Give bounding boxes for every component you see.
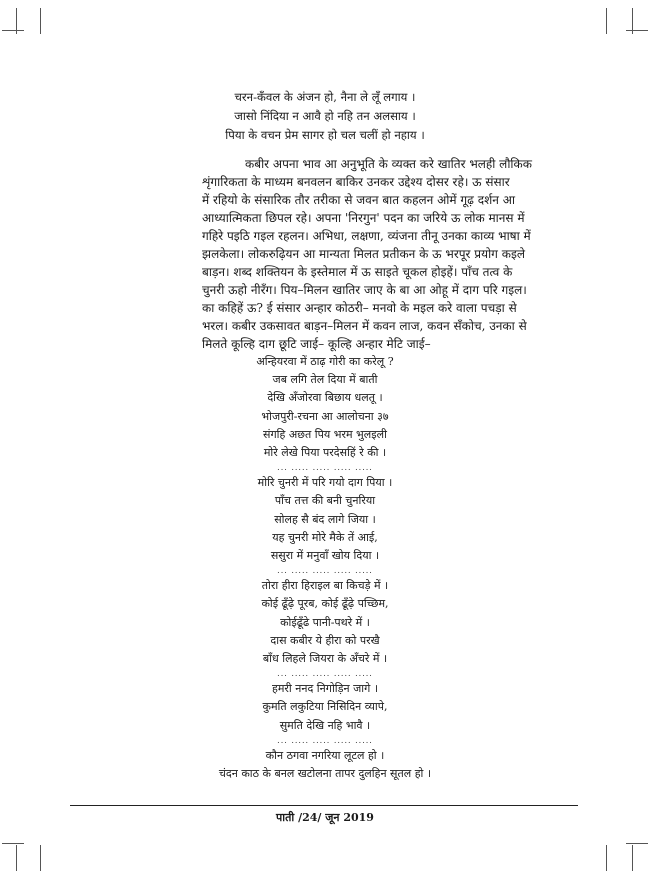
crop-mark	[606, 845, 607, 871]
poem-line: ससुरा में मनुवाँ खोय दिया ।	[270, 549, 380, 563]
poem-stanza	[0, 474, 650, 565]
paragraph-line: का कहिहें ऊ? ई संसार अन्हार कोठरी– मनवो के मइल करे वाला पचड़ा से	[202, 301, 517, 315]
paragraph-line: कबीर अपना भाव आ अनुभूति के व्यक्त करे खातिर भलही लौकिक	[245, 157, 532, 171]
stanza-separator: ... ..... ..... ..... .....	[277, 463, 373, 473]
crop-mark	[626, 843, 648, 844]
poem-line: भोजपुरी-रचना आ आलोचना ३७	[261, 409, 389, 423]
crop-mark	[2, 30, 24, 31]
poem-line: चंदन काठ के बनल खटोलना तापर दुलहिन सूतल हो ।	[218, 767, 432, 781]
poem-stanza	[0, 747, 650, 783]
poem-line: मोरि चुनरी में परि गयो दाग पिया ।	[257, 476, 393, 490]
poem-line: बाँध लिहले जियरा के अँचरे में ।	[262, 652, 388, 666]
verse-line: जासो निंदिया न आवै हो नहि तन अलसाय ।	[234, 109, 416, 123]
poem-line: जब लगि तेल दिया में बाती	[272, 373, 378, 387]
paragraph-line: चुनरी ऊहो नीरँग। पिय–मिलन खातिर जाए के बा आ ओहू में दाग परि गइल।	[202, 283, 527, 297]
poem-block	[0, 353, 650, 783]
poem-line: हमरी ननद निगोड़िन जागे ।	[271, 682, 378, 696]
poem-line: कुमति लकुटिया निसिदिन व्यापे,	[262, 700, 388, 714]
stanza-separator: ... ..... ..... ..... .....	[277, 669, 373, 679]
paragraph-line: गहिरे पइठि गइल रहलन। अभिधा, लक्षणा, व्यंजना तीनू उनका काव्य भाषा में	[202, 229, 531, 243]
poem-line: देखि अँजोरवा बिछाय धलतू ।	[267, 391, 383, 405]
poem-line: पाँच तत्त की बनी चुनरिया	[274, 494, 376, 508]
paragraph-line: शृंगारिकता के माध्यम बनवलन बाकिर उनकर उद्देश्य दोसर रहे। ऊ संसार	[202, 175, 510, 189]
poem-line: कौन ठगवा नगरिया लूटल हो ।	[265, 748, 385, 762]
poem-line: संगहि अछत पिय भरम भुलइली	[263, 427, 387, 441]
poem-stanza	[0, 577, 650, 668]
poem-line: अन्हियरवा में ठाढ़ गोरी का करेलू ?	[256, 355, 394, 368]
crop-mark	[626, 30, 648, 31]
stanza-separator: ... ..... ..... ..... .....	[277, 735, 373, 745]
crop-mark	[40, 8, 41, 34]
crop-mark	[632, 8, 633, 34]
crop-mark	[606, 8, 607, 34]
poem-line: कोई ढूँढ़े पूरब, कोई ढूँढ़े पच्छिम,	[261, 597, 389, 611]
paragraph-line: झलकेला। लोकरुढ़ियन आ मान्यता मिलत प्रतीकन के ऊ भरपूर प्रयोग कइले	[202, 247, 525, 261]
verse-line: चरन-कँवल के अंजन हो, नैना ले लूँ लगाय ।	[234, 90, 416, 104]
poem-line: यह चुनरी मोरे मैके तें आई,	[272, 530, 378, 544]
poem-line: मोरे लेखे पिया परदेसहिं रे की ।	[263, 446, 387, 460]
opening-verse	[0, 88, 650, 145]
crop-mark	[2, 843, 24, 844]
paragraph-line: भरल। कबीर उकसावत बाड़न–मिलन में कवन लाज, कवन सँकोच, उनका से	[202, 319, 527, 333]
stanza-separator: ... ..... ..... ..... .....	[277, 566, 373, 576]
paragraph-line: आध्यात्मिकता छिपल रहे। अपना 'निरगुन' पदन का जरिये ऊ लोक मानस में	[202, 211, 525, 225]
footer-divider	[70, 805, 578, 806]
poem-line: दास कबीर ये हीरा को परखै	[270, 633, 380, 647]
poem-line: सोलह सै बंद लागे जिया ।	[274, 512, 376, 526]
poem-line: सुमति देखि नहि भावै ।	[279, 718, 371, 732]
crop-mark	[40, 845, 41, 871]
poem-stanza	[0, 680, 650, 735]
crop-mark	[16, 845, 17, 871]
paragraph-line: मिलते कूल्हि दाग छूटि जाई– कूल्हि अन्हार मेटि जाई–	[202, 337, 431, 351]
poem-line: तोरा हीरा हिराइल बा किचड़े में ।	[261, 579, 389, 593]
paragraph-line: बाड़न। शब्द शक्तियन के इस्तेमाल में ऊ साइते चूकल होइहें। पाँच तत्व के	[202, 265, 513, 279]
poem-stanza	[0, 353, 650, 462]
page-footer: पाती /24/ जून 2019	[276, 811, 374, 824]
crop-mark	[632, 845, 633, 871]
poem-line: कोईढूँढे पानी-पथरे में ।	[280, 615, 370, 629]
paragraph-line: में रहियो के संसारिक तौर तरीका से जवन बात कहलन ओमें गूढ़ दर्शन आ	[202, 193, 515, 207]
verse-line: पिया के वचन प्रेम सागर हो चल चलीं हो नहाय ।	[225, 128, 425, 142]
